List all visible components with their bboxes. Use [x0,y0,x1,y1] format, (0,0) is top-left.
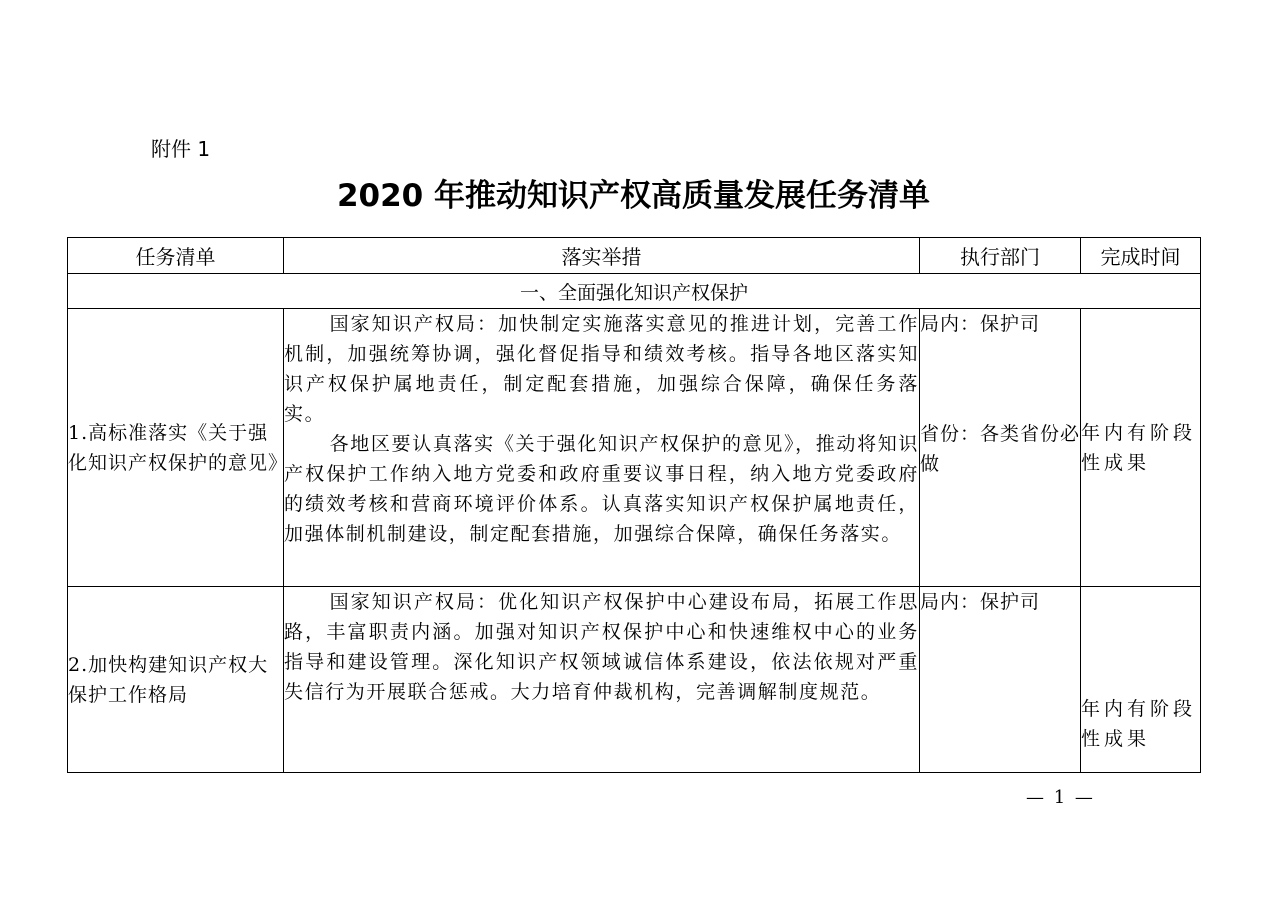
completion-time: 年内有阶段性成果 [1081,309,1201,587]
measures-cell [284,587,920,773]
department-cell [920,587,1081,773]
page-number: — 1 — [1026,787,1095,808]
header-task: 任务清单 [68,238,284,274]
measure-paragraph: 各地区要认真落实《关于强化知识产权保护的意见》，推动将知识产权保护工作纳入地方党委和政府重要议事日程，纳入地方党委政府的绩效考核和营商环境评价体系。认真落实知识产权保护属地责任，加强体制机制建设，制定配套措施，加强综合保障，确保任务落实。 [284,433,919,545]
table-row [68,587,1201,773]
header-measures: 落实举措 [284,238,920,274]
department-province: 省份：各类省份必做 [920,423,1081,475]
measure-paragraph: 国家知识产权局：加快制定实施落实意见的推进计划，完善工作机制，加强统筹协调，强化督促指导和绩效考核。指导各地区落实知识产权保护属地责任，制定配套措施，加强综合保障，确保任务落实。 [284,313,919,425]
header-department: 执行部门 [920,238,1081,274]
measure-paragraph: 国家知识产权局：优化知识产权保护中心建设布局，拓展工作思路，丰富职责内涵。加强对知识产权保护中心和快速维权中心的业务指导和建设管理。深化知识产权领域诚信体系建设，依法依规对严重失信行为开展联合惩戒。大力培育仲裁机构，完善调解制度规范。 [284,591,919,703]
page-title: 2020 年推动知识产权高质量发展任务清单 [336,178,931,214]
department-bureau: 局内：保护司 [920,313,1041,335]
table-header-row [68,238,1201,274]
completion-time: 年内有阶段性成果 [1081,587,1201,773]
table-row [68,309,1201,587]
section-heading: 一、全面强化知识产权保护 [68,274,1201,309]
task-name: 1.高标准落实《关于强化知识产权保护的意见》 [68,309,284,587]
task-table [67,237,1201,773]
attachment-label: 附件 1 [151,137,211,161]
department-cell [920,309,1081,587]
header-completion: 完成时间 [1081,238,1201,274]
section-row [68,274,1201,309]
department-bureau: 局内：保护司 [920,591,1041,613]
measures-cell [284,309,920,587]
task-name: 2.加快构建知识产权大保护工作格局 [68,587,284,773]
spacer [920,339,1080,419]
